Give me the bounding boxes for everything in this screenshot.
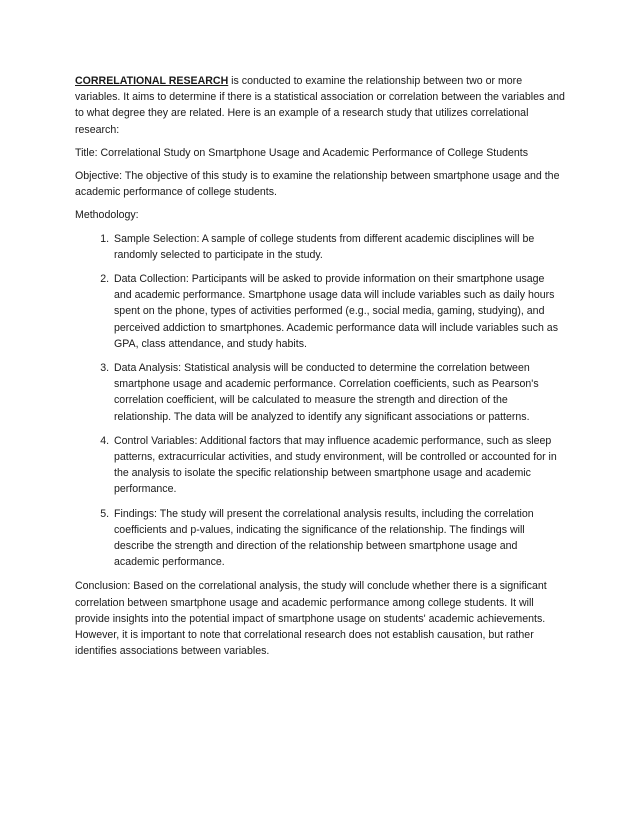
methodology-step: 5. Findings: The study will present the correlational analysis results, including the correlation coefficients and p-values, indicating the significance of the relationship. The findings will describe the strength and direction of the relationship between smartphone usage and academic performance. [112, 506, 565, 571]
methodology-step: 4. Control Variables: Additional factors that may influence academic performance, such as sleep patterns, extracurricular activities, and study environment, will be controlled or accounted for in the analysis to isolate the specific relationship between smartphone usage and academic performance. [112, 433, 565, 498]
document-page [75, 73, 565, 667]
methodology-heading: Methodology: [75, 209, 139, 222]
intro-text: is conducted to examine the relationship between two or more variables. It aims to determine if there is a statistical association or correlation between the variables and to what degree they are related. Here is an example of a research study that utilizes correlational research: [75, 75, 565, 136]
intro-term: CORRELATIONAL RESEARCH [75, 75, 229, 87]
methodology-step: 3. Data Analysis: Statistical analysis will be conducted to determine the correlation between smartphone usage and academic performance. Correlation coefficients, such as Pearson's correlation coefficient, will be calculated to measure the strength and direction of the relationship. The data will be analyzed to identify any significant associations or patterns. [112, 360, 565, 425]
conclusion-paragraph: Conclusion: Based on the correlational analysis, the study will conclude whether there is a significant correlation between smartphone usage and academic performance among college students. It will provide insights into the potential impact of smartphone usage on students' academic achievements. However, it is important to note that correlational research does not establish causation, but rather identifies associations between variables. [75, 580, 547, 658]
intro-paragraph [75, 73, 565, 138]
methodology-step: 2. Data Collection: Participants will be asked to provide information on their smartphone usage and academic performance. Smartphone usage data will include variables such as daily hours spent on the phone, types of activities performed (e.g., social media, gaming, studying), and perceived addiction to smartphones. Academic performance data will include variables such as GPA, class attendance, and study habits. [112, 271, 565, 352]
study-title: Title: Correlational Study on Smartphone Usage and Academic Performance of College Students [75, 146, 529, 159]
methodology-step: 1. Sample Selection: A sample of college students from different academic disciplines will be randomly selected to participate in the study. [112, 231, 565, 263]
methodology-list [75, 231, 565, 571]
objective-paragraph: Objective: The objective of this study is to examine the relationship between smartphone usage and the academic performance of college students. [75, 170, 560, 199]
